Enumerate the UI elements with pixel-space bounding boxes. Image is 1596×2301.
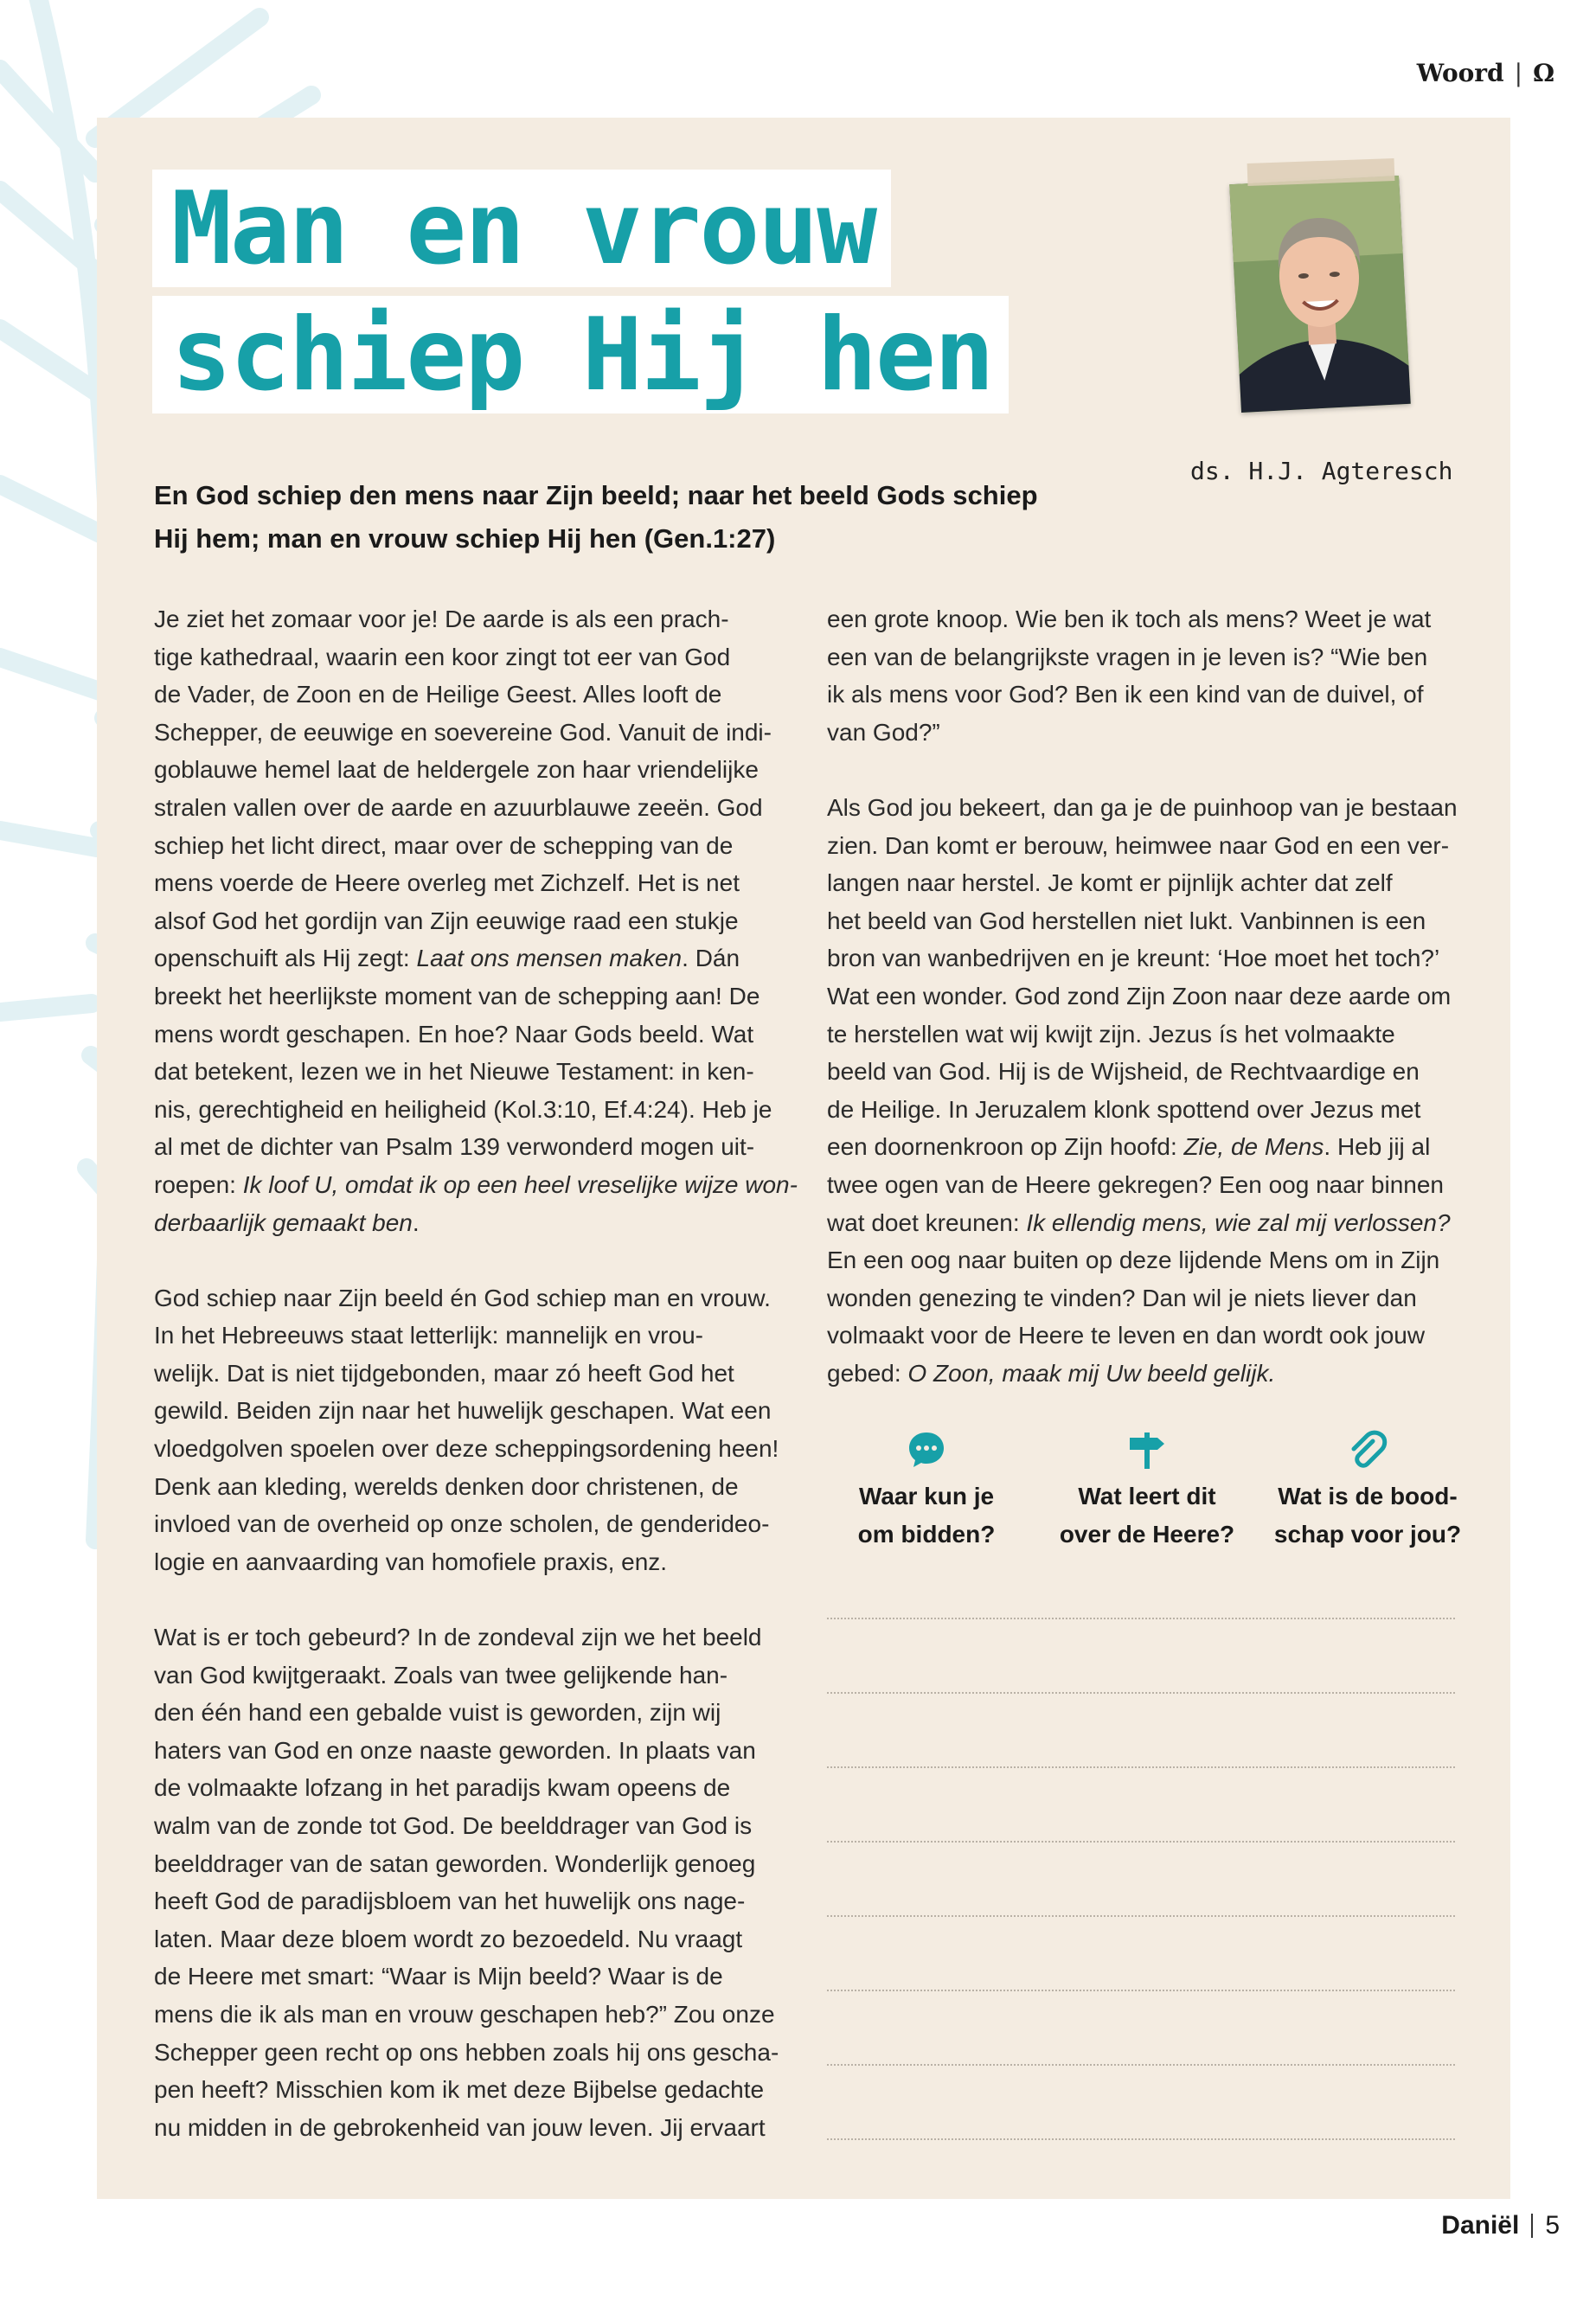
signpost-icon <box>1126 1429 1168 1471</box>
text-line: een doornenkroon op Zijn hoofd: Zie, de Mens. Heb jij al <box>827 1133 1431 1161</box>
text-line: En een oog naar buiten op deze lijdende Mens om in Zijn <box>827 1247 1440 1274</box>
magazine-name: Daniël <box>1441 2211 1520 2240</box>
text-line: al met de dichter van Psalm 139 verwonderd mogen uit- <box>154 1133 755 1161</box>
text-line: walm van de zonde tot God. De beelddrager van God is <box>154 1812 753 1839</box>
text-line: Wat een wonder. God zond Zijn Zoon naar deze aarde om <box>827 982 1452 1009</box>
text-line: God schiep naar Zijn beeld én God schiep man en vrouw. <box>154 1284 771 1311</box>
text-line: mens voerde de Heere overleg met Zichzelf. Het is net <box>154 869 740 897</box>
text-line: schiep het licht direct, maar over de schepping van de <box>154 831 734 859</box>
writing-line[interactable] <box>827 1766 1455 1768</box>
intro-line: Hij hem; man en vrouw schiep Hij hen (Gen.1:27) <box>154 523 776 554</box>
title-line-1: Man en vrouw <box>152 170 891 287</box>
text-line: In het Hebreeuws staat letterlijk: mannelijk en vrou- <box>154 1322 703 1349</box>
text-line: mens wordt geschapen. En hoe? Naar Gods beeld. Wat <box>154 1020 754 1048</box>
article-column-right <box>827 600 1458 1430</box>
text-line: tige kathedraal, waarin een koor zingt tot eer van God <box>154 643 731 670</box>
text-line: de Heilige. In Jeruzalem klonk spottend over Jezus met <box>827 1095 1421 1123</box>
text-line: Wat is er toch gebeurd? In de zondeval zijn we het beeld <box>154 1624 762 1651</box>
text-line: nis, gerechtigheid en heiligheid (Kol.3:10, Ef.4:24). Heb je <box>154 1095 772 1123</box>
author-photo <box>1227 170 1413 420</box>
text-line: vloedgolven spoelen over deze scheppingsordening heen! <box>154 1435 779 1463</box>
writing-line[interactable] <box>827 2138 1455 2140</box>
scripture-quote: Zie, de Mens <box>1183 1133 1324 1161</box>
text-line: wonden genezing te vinden? Dan wil je niets liever dan <box>827 1284 1417 1311</box>
paperclip-icon <box>1347 1429 1388 1471</box>
text-line: de volmaakte lofzang in het paradijs kwam opeens de <box>154 1774 731 1802</box>
reflection-questions <box>827 1429 1467 1554</box>
scripture-quote: Laat ons mensen maken <box>416 945 683 972</box>
text-line: Denk aan kleding, werelds denken door christenen, de <box>154 1472 739 1500</box>
text-line: beelddrager van de satan geworden. Wonderlijk genoeg <box>154 1849 756 1877</box>
text-line: goblauwe hemel laat de heldergele zon haar vriendelijke <box>154 756 759 784</box>
section-separator: | <box>1514 59 1523 87</box>
text-line: wat doet kreunen: Ik ellendig mens, wie zal mij verlossen? <box>827 1208 1451 1236</box>
author-name: ds. H.J. Agteresch <box>1190 457 1453 485</box>
paragraph <box>154 1279 785 1581</box>
text-line: invloed van de overheid op onze scholen, de genderideo- <box>154 1510 770 1538</box>
text-line: een van de belangrijkste vragen in je leven is? “Wie ben <box>827 643 1428 670</box>
text-line: gebed: O Zoon, maak mij Uw beeld gelijk. <box>827 1359 1276 1387</box>
text-line: langen naar herstel. Je komt er pijnlijk achter dat zelf <box>827 869 1393 897</box>
question-prayer <box>827 1429 1026 1554</box>
scripture-quote: Ik loof U, omdat ik op een heel vreselijke wijze won- <box>242 1170 798 1198</box>
text-line: van God kwijtgeraakt. Zoals van twee gelijkende han- <box>154 1661 728 1689</box>
writing-line[interactable] <box>827 1841 1455 1843</box>
text-line: twee ogen van de Heere gekregen? Een oog naar binnen <box>827 1170 1444 1198</box>
text-line: een grote knoop. Wie ben ik toch als mens? Weet je wat <box>827 606 1432 632</box>
writing-line[interactable] <box>827 1692 1455 1694</box>
writing-line[interactable] <box>827 1618 1455 1619</box>
section-label <box>1417 59 1554 87</box>
writing-line[interactable] <box>827 1915 1455 1917</box>
text-line: de Vader, de Zoon en de Heilige Geest. Alles looft de <box>154 681 722 708</box>
portrait-image <box>1229 176 1411 413</box>
footer-divider <box>1531 2214 1533 2238</box>
text-line: zien. Dan komt er berouw, heimwee naar God en een ver- <box>827 831 1450 859</box>
text-line: Als God jou bekeert, dan ga je de puinhoop van je bestaan <box>827 793 1458 821</box>
question-text: Wat leert dit <box>1078 1483 1216 1509</box>
page-footer <box>1441 2211 1560 2240</box>
text-line: Schepper, de eeuwige en soevereine God. Vanuit de indi- <box>154 718 772 746</box>
text-line: gewild. Beiden zijn naar het huwelijk geschapen. Wat een <box>154 1397 772 1425</box>
scripture-quote: Ik ellendig mens, wie zal mij verlossen? <box>1026 1208 1451 1236</box>
page-number: 5 <box>1545 2211 1560 2240</box>
text-line: volmaakt voor de Heere te leven en dan wordt ook jouw <box>827 1322 1426 1349</box>
question-text: over de Heere? <box>1059 1521 1235 1548</box>
question-text: Waar kun je <box>858 1483 995 1509</box>
intro-quote <box>154 474 1054 561</box>
text-line: ik als mens voor God? Ben ik een kind van de duivel, of <box>827 681 1424 708</box>
text-line: openschuift als Hij zegt: Laat ons mensen maken. Dán <box>154 945 740 972</box>
text-line: de Heere met smart: “Waar is Mijn beeld? Waar is de <box>154 1963 723 1990</box>
text-line: derbaarlijk gemaakt ben. <box>154 1208 420 1236</box>
section-name: Woord <box>1416 59 1504 87</box>
text-line: den één hand een gebalde vuist is geworden, zijn wij <box>154 1699 721 1727</box>
text-line: breekt het heerlijkste moment van de schepping aan! De <box>154 982 760 1009</box>
article-column-left <box>154 600 798 2184</box>
text-line: stralen vallen over de aarde en azuurblauwe zeeën. God <box>154 793 763 821</box>
article-title <box>152 170 1009 413</box>
text-line: het beeld van God herstellen niet lukt. Vanbinnen is een <box>827 907 1426 934</box>
text-line: bron van wanbedrijven en je kreunt: ‘Hoe moet het toch?’ <box>827 945 1440 972</box>
text-line: te herstellen wat wij kwijt zijn. Jezus ís het volmaakte <box>827 1020 1395 1048</box>
text-line: welijk. Dat is niet tijdgebonden, maar zó heeft God het <box>154 1359 734 1387</box>
scripture-quote: O Zoon, maak mij Uw beeld gelijk. <box>907 1359 1276 1387</box>
text-line: pen heeft? Misschien kom ik met deze Bijbelse gedachte <box>154 2076 765 2104</box>
title-line-2: schiep Hij hen <box>152 296 1009 413</box>
text-line: beeld van God. Hij is de Wijsheid, de Rechtvaardige en <box>827 1058 1420 1086</box>
question-text: schap voor jou? <box>1273 1521 1462 1548</box>
paragraph <box>154 1618 785 2146</box>
text-line: laten. Maar deze bloem wordt zo bezoedeld. Nu vraagt <box>154 1925 743 1952</box>
question-text: om bidden? <box>857 1521 996 1548</box>
text-line: Schepper geen recht op ons hebben zoals hij ons gescha- <box>154 2038 779 2066</box>
text-line: heeft God de paradijsbloem van het huwelijk ons nage- <box>154 1888 746 1915</box>
paragraph <box>827 789 1458 1393</box>
text-line: logie en aanvaarding van homofiele praxis, enz. <box>154 1548 668 1575</box>
question-text: Wat is de bood- <box>1278 1483 1458 1509</box>
paragraph <box>827 600 1458 751</box>
paragraph <box>154 600 798 1241</box>
text-line: roepen: Ik loof U, omdat ik op een heel vreselijke wijze won- <box>154 1170 798 1198</box>
text-line: haters van God en onze naaste geworden. In plaats van <box>154 1736 756 1764</box>
scripture-quote: derbaarlijk gemaakt ben <box>154 1208 413 1236</box>
text-line: alsof God het gordijn van Zijn eeuwige raad een stukje <box>154 907 739 934</box>
question-lesson <box>1048 1429 1247 1554</box>
speech-bubble-icon <box>906 1429 947 1471</box>
writing-line[interactable] <box>827 2064 1455 2066</box>
omega-icon: Ω <box>1533 59 1554 87</box>
text-line: dat betekent, lezen we in het Nieuwe Testament: in ken- <box>154 1058 754 1086</box>
text-line: nu midden in de gebrokenheid van jouw leven. Jij ervaart <box>154 2113 766 2141</box>
text-line: mens die ik als man en vrouw geschapen heb?” Zou onze <box>154 2000 775 2028</box>
intro-line: En God schiep den mens naar Zijn beeld; naar het beeld Gods schiep <box>154 480 1038 510</box>
question-message <box>1268 1429 1467 1554</box>
text-line: van God?” <box>827 718 940 746</box>
text-line: Je ziet het zomaar voor je! De aarde is als een prach- <box>154 606 729 632</box>
writing-line[interactable] <box>827 1990 1455 1991</box>
